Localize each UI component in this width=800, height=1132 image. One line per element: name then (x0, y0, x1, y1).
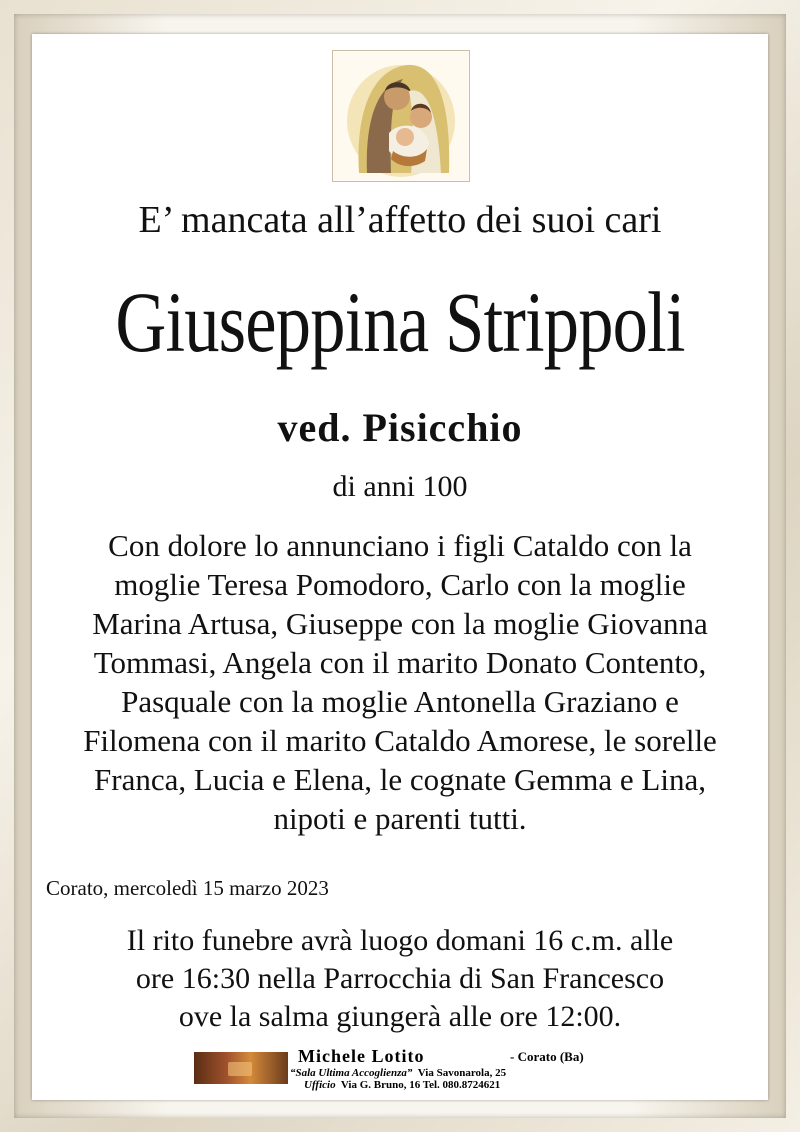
funeral-home-photo (194, 1052, 288, 1084)
announcement-line: Pasquale con la moglie Antonella Graziano e (121, 684, 679, 719)
office-label: Ufficio (304, 1079, 336, 1091)
office-address: Via G. Bruno, 16 Tel. 080.8724621 (340, 1079, 501, 1091)
hall-line (290, 1067, 506, 1079)
announcement-line: nipoti e parenti tutti. (273, 801, 527, 836)
funeral-home-name: Michele Lotito (298, 1046, 425, 1066)
intro-line: E’ mancata all’affetto dei suoi cari (138, 199, 662, 241)
rite-line: Il rito funebre avrà luogo domani 16 c.m. alle (126, 924, 674, 957)
funeral-home-footer (194, 1046, 614, 1090)
rite-line: ore 16:30 nella Parrocchia di San Francesco (135, 962, 665, 995)
widow-of: ved. Pisicchio (277, 405, 523, 450)
hall-name: “Sala Ultima Accoglienza” (290, 1067, 413, 1079)
announcement-line: Tommasi, Angela con il marito Donato Contento, (93, 645, 707, 680)
announcement-line: Franca, Lucia e Elena, le cognate Gemma e Lina, (94, 762, 706, 797)
age-line: di anni 100 (332, 470, 468, 503)
announcement-line: moglie Teresa Pomodoro, Carlo con la moglie (114, 567, 686, 602)
funeral-home-city: - Corato (Ba) (510, 1049, 584, 1064)
announcement-line: Marina Artusa, Giuseppe con la moglie Giovanna (92, 606, 708, 641)
office-line (304, 1079, 500, 1091)
dateline: Corato, mercoledì 15 marzo 2023 (46, 876, 329, 900)
announcement-line: Con dolore lo annunciano i figli Cataldo con la (108, 528, 692, 563)
rite-line: ove la salma giungerà alle ore 12:00. (178, 1000, 622, 1033)
hall-address: Via Savonarola, 25 (417, 1067, 507, 1079)
announcement-line: Filomena con il marito Cataldo Amorese, le sorelle (83, 723, 717, 758)
announcement-text (32, 526, 768, 838)
rite-text (32, 922, 768, 1036)
deceased-name: Giuseppina Strippoli (115, 274, 685, 370)
holy-family-icon (332, 50, 470, 182)
